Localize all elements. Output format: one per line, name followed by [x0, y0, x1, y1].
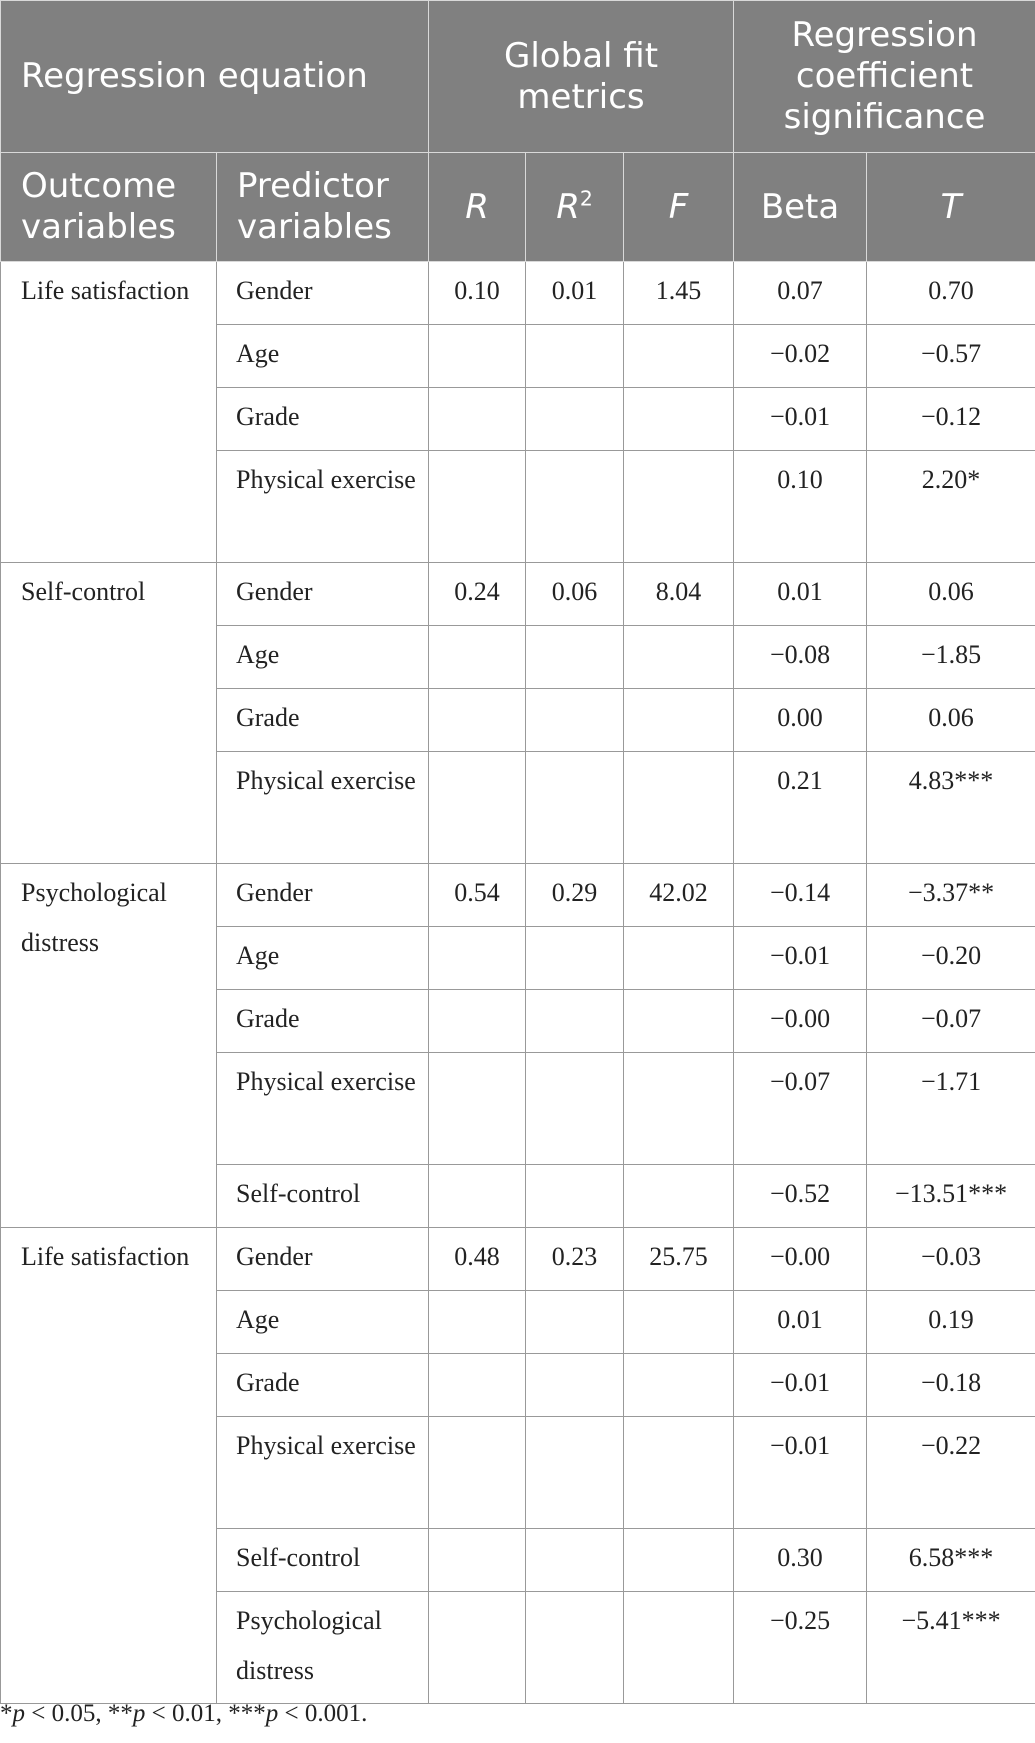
beta-cell: −0.02 — [734, 325, 867, 388]
f-cell — [624, 451, 734, 563]
footnote-text: < 0.001. — [278, 1700, 368, 1727]
table-row — [1, 563, 1035, 626]
f-cell — [624, 1529, 734, 1592]
table-row — [1, 262, 1035, 325]
beta-cell: 0.00 — [734, 689, 867, 752]
f-cell — [624, 927, 734, 990]
r-cell — [429, 1417, 526, 1529]
beta-cell: 0.10 — [734, 451, 867, 563]
r-cell — [429, 451, 526, 563]
f-cell — [624, 1354, 734, 1417]
t-cell: 4.83*** — [867, 752, 1035, 864]
r2-cell — [526, 1529, 624, 1592]
r2-cell: 0.23 — [526, 1228, 624, 1291]
f-cell — [624, 1053, 734, 1165]
footnote-p: p — [132, 1700, 146, 1727]
footnote-text: < 0.01, *** — [145, 1700, 266, 1727]
footnote-p: p — [265, 1700, 279, 1727]
footnote-p: p — [12, 1700, 25, 1727]
header-regression-equation: Regression equation — [1, 1, 429, 153]
t-cell: −0.07 — [867, 990, 1035, 1053]
outcome-cell: Life satisfaction — [1, 262, 217, 563]
predictor-cell: Physical exercise — [217, 1053, 429, 1165]
t-cell: −1.85 — [867, 626, 1035, 689]
footnote-star: * — [0, 1700, 13, 1727]
predictor-cell: Gender — [217, 1228, 429, 1291]
predictor-cell: Physical exercise — [217, 1417, 429, 1529]
t-cell: −3.37** — [867, 864, 1035, 927]
t-cell: 0.19 — [867, 1291, 1035, 1354]
r2-cell — [526, 1053, 624, 1165]
footnote-text: < 0.05, ** — [25, 1700, 133, 1727]
header-outcome-variables: Outcome variables — [1, 153, 217, 262]
header-r-squared-sup: 2 — [579, 186, 593, 211]
predictor-cell: Physical exercise — [217, 451, 429, 563]
outcome-cell: Life satisfaction — [1, 1228, 217, 1704]
t-cell: −0.03 — [867, 1228, 1035, 1291]
f-cell — [624, 626, 734, 689]
header-beta: Beta — [734, 153, 867, 262]
f-cell: 8.04 — [624, 563, 734, 626]
r-cell: 0.10 — [429, 262, 526, 325]
beta-cell: −0.52 — [734, 1165, 867, 1228]
table-footnote — [0, 1700, 367, 1728]
r2-cell: 0.29 — [526, 864, 624, 927]
f-cell — [624, 752, 734, 864]
outcome-cell: Self-control — [1, 563, 217, 864]
t-cell: −0.18 — [867, 1354, 1035, 1417]
t-cell: −0.22 — [867, 1417, 1035, 1529]
f-cell — [624, 1592, 734, 1704]
header-f: F — [624, 153, 734, 262]
predictor-cell: Grade — [217, 1354, 429, 1417]
header-row-1 — [1, 1, 1035, 153]
r-cell — [429, 325, 526, 388]
r2-cell — [526, 388, 624, 451]
predictor-cell: Grade — [217, 388, 429, 451]
header-r-squared-base: R — [556, 186, 580, 227]
beta-cell: −0.25 — [734, 1592, 867, 1704]
f-cell — [624, 689, 734, 752]
f-cell — [624, 325, 734, 388]
r-cell — [429, 626, 526, 689]
r-cell — [429, 1291, 526, 1354]
header-predictor-variables: Predictor variables — [217, 153, 429, 262]
header-r-squared — [526, 153, 624, 262]
beta-cell: −0.14 — [734, 864, 867, 927]
predictor-cell: Psychological distress — [217, 1592, 429, 1704]
predictor-cell: Gender — [217, 563, 429, 626]
t-cell: −0.20 — [867, 927, 1035, 990]
predictor-cell: Age — [217, 626, 429, 689]
header-r: R — [429, 153, 526, 262]
beta-cell: −0.01 — [734, 927, 867, 990]
beta-cell: −0.01 — [734, 1354, 867, 1417]
beta-cell: −0.00 — [734, 1228, 867, 1291]
predictor-cell: Self-control — [217, 1165, 429, 1228]
predictor-cell: Self-control — [217, 1529, 429, 1592]
r2-cell — [526, 752, 624, 864]
r2-cell — [526, 1165, 624, 1228]
beta-cell: 0.01 — [734, 1291, 867, 1354]
r2-cell — [526, 451, 624, 563]
t-cell: −13.51*** — [867, 1165, 1035, 1228]
t-cell: 6.58*** — [867, 1529, 1035, 1592]
outcome-cell: Psychological distress — [1, 864, 217, 1228]
predictor-cell: Gender — [217, 864, 429, 927]
r-cell: 0.24 — [429, 563, 526, 626]
r-cell — [429, 1592, 526, 1704]
f-cell — [624, 1165, 734, 1228]
predictor-cell: Gender — [217, 262, 429, 325]
predictor-cell: Grade — [217, 990, 429, 1053]
f-cell — [624, 388, 734, 451]
r2-cell — [526, 927, 624, 990]
table-row — [1, 1228, 1035, 1291]
t-cell: 0.06 — [867, 689, 1035, 752]
r2-cell — [526, 325, 624, 388]
t-cell: 0.70 — [867, 262, 1035, 325]
f-cell — [624, 990, 734, 1053]
r2-cell: 0.06 — [526, 563, 624, 626]
t-cell: 0.06 — [867, 563, 1035, 626]
r2-cell — [526, 626, 624, 689]
f-cell — [624, 1417, 734, 1529]
beta-cell: −0.07 — [734, 1053, 867, 1165]
beta-cell: −0.01 — [734, 1417, 867, 1529]
table-row — [1, 864, 1035, 927]
f-cell: 1.45 — [624, 262, 734, 325]
beta-cell: 0.07 — [734, 262, 867, 325]
r2-cell — [526, 1592, 624, 1704]
r-cell: 0.48 — [429, 1228, 526, 1291]
f-cell: 42.02 — [624, 864, 734, 927]
header-row-2 — [1, 153, 1035, 262]
header-global-fit-metrics: Global fit metrics — [429, 1, 734, 153]
t-cell: −0.12 — [867, 388, 1035, 451]
r-cell — [429, 1053, 526, 1165]
table-body — [1, 262, 1035, 1704]
beta-cell: 0.21 — [734, 752, 867, 864]
r-cell — [429, 1354, 526, 1417]
r2-cell — [526, 1417, 624, 1529]
r-cell — [429, 388, 526, 451]
r-cell — [429, 1165, 526, 1228]
f-cell — [624, 1291, 734, 1354]
predictor-cell: Age — [217, 1291, 429, 1354]
r2-cell — [526, 1291, 624, 1354]
beta-cell: −0.08 — [734, 626, 867, 689]
r2-cell — [526, 990, 624, 1053]
t-cell: −0.57 — [867, 325, 1035, 388]
r-cell — [429, 927, 526, 990]
predictor-cell: Grade — [217, 689, 429, 752]
r-cell — [429, 990, 526, 1053]
predictor-cell: Age — [217, 325, 429, 388]
r-cell — [429, 752, 526, 864]
header-regression-coefficient-significance: Regression coefficient significance — [734, 1, 1035, 153]
r-cell — [429, 689, 526, 752]
r-cell: 0.54 — [429, 864, 526, 927]
predictor-cell: Age — [217, 927, 429, 990]
r-cell — [429, 1529, 526, 1592]
t-cell: −1.71 — [867, 1053, 1035, 1165]
beta-cell: −0.01 — [734, 388, 867, 451]
beta-cell: −0.00 — [734, 990, 867, 1053]
r2-cell — [526, 1354, 624, 1417]
t-cell: −5.41*** — [867, 1592, 1035, 1704]
t-cell: 2.20* — [867, 451, 1035, 563]
f-cell: 25.75 — [624, 1228, 734, 1291]
predictor-cell: Physical exercise — [217, 752, 429, 864]
beta-cell: 0.30 — [734, 1529, 867, 1592]
r2-cell: 0.01 — [526, 262, 624, 325]
header-t: T — [867, 153, 1035, 262]
beta-cell: 0.01 — [734, 563, 867, 626]
r2-cell — [526, 689, 624, 752]
